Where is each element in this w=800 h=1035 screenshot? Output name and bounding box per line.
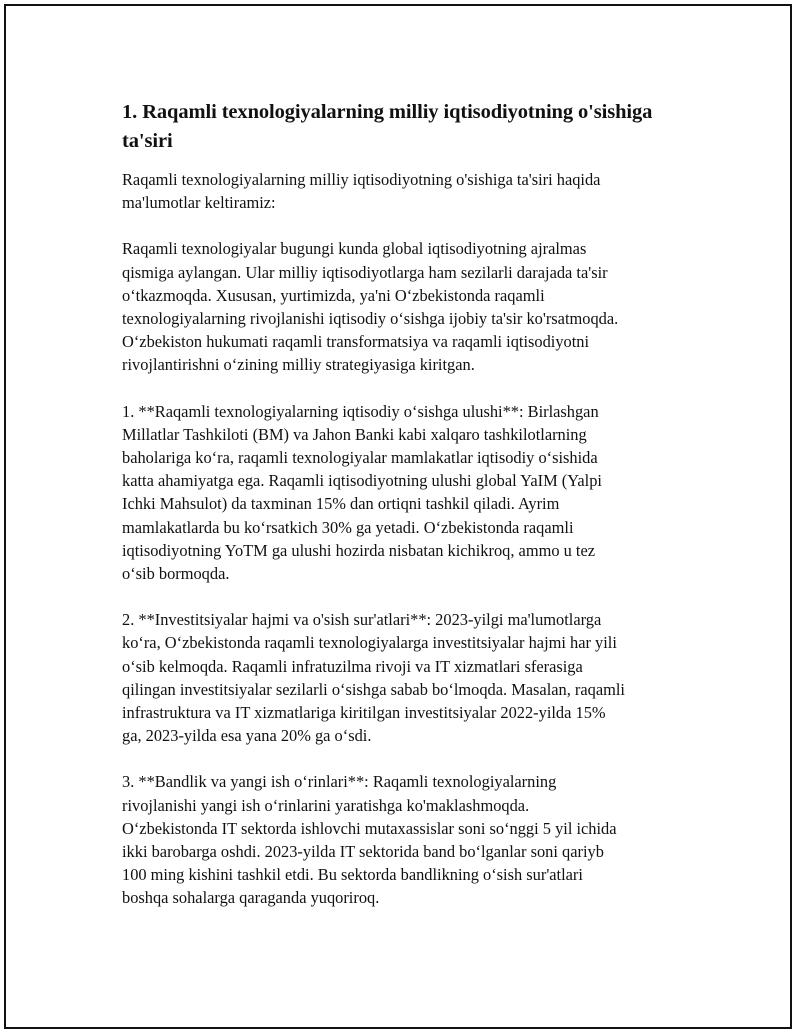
document-page [4,4,792,1029]
document-content [122,98,682,933]
intro-paragraph: Raqamli texnologiyalarning milliy iqtisodiyotning o'sishiga ta'siri haqida ma'lumotlar keltiramiz: [122,170,601,213]
point-2-paragraph: 2. **Investitsiyalar hajmi va o'sish sur'atlari**: 2023-yilgi ma'lumotlarga ko‘ra, O‘zbekistonda raqamli texnologiyalarga investitsiyalar hajmi har yili o‘sib kelmoqda. Raqamli infratuzilma rivoji va IT xizmatlari sferasiga qilingan investitsiyalar sezilarli o‘sishga sabab bo‘lmoqda. Masalan, raqamli infrastruktura va IT xizmatlariga kiritilgan investitsiyalar 2022-yilda 15% ga, 2023-yilda esa yana 20% ga o‘sdi. [122,610,625,746]
section-heading: 1. Raqamli texnologiyalarning milliy iqtisodiyotning o'sishiga ta'siri [122,101,653,152]
point-1-paragraph: 1. **Raqamli texnologiyalarning iqtisodiy o‘sishga ulushi**: Birlashgan Millatlar Tashkiloti (BM) va Jahon Banki kabi xalqaro tashkilotlarning baholariga ko‘ra, raqamli texnologiyalar mamlakatlar iqtisodiy o‘sishida katta ahamiyatga ega. Raqamli iqtisodiyotning ulushi global YaIM (Yalpi Ichki Mahsulot) da taxminan 15% dan ortiqni tashkil qiladi. Ayrim mamlakatlarda bu ko‘rsatkich 30% ga yetadi. O‘zbekistonda raqamli iqtisodiyotning YoTM ga ulushi hozirda nisbatan kichikroq, ammo u tez o‘sib bormoqda. [122,401,602,584]
overview-paragraph: Raqamli texnologiyalar bugungi kunda global iqtisodiyotning ajralmas qismiga aylangan. Ular milliy iqtisodiyotlarga ham sezilarli darajada ta'sir o‘tkazmoqda. Xususan, yurtimizda, ya'ni O‘zbekistonda raqamli texnologiyalarning rivojlanishi iqtisodiy o‘sishga ijobiy ta'sir ko'rsatmoqda. O‘zbekiston hukumati raqamli transformatsiya va raqamli iqtisodiyotni rivojlantirishni o‘zining milliy strategiyasiga kiritgan. [122,239,619,375]
point-3-paragraph: 3. **Bandlik va yangi ish o‘rinlari**: Raqamli texnologiyalarning rivojlanishi yangi ish o‘rinlarini yaratishga ko'maklashmoqda. O‘zbekistonda IT sektorda ishlovchi mutaxassislar soni so‘nggi 5 yil ichida ikki barobarga oshdi. 2023-yilda IT sektorida band bo‘lganlar soni qariyb 100 ming kishini tashkil etdi. Bu sektorda bandlikning o‘sish sur'atlari boshqa sohalarga qaraganda yuqoriroq. [122,772,617,908]
